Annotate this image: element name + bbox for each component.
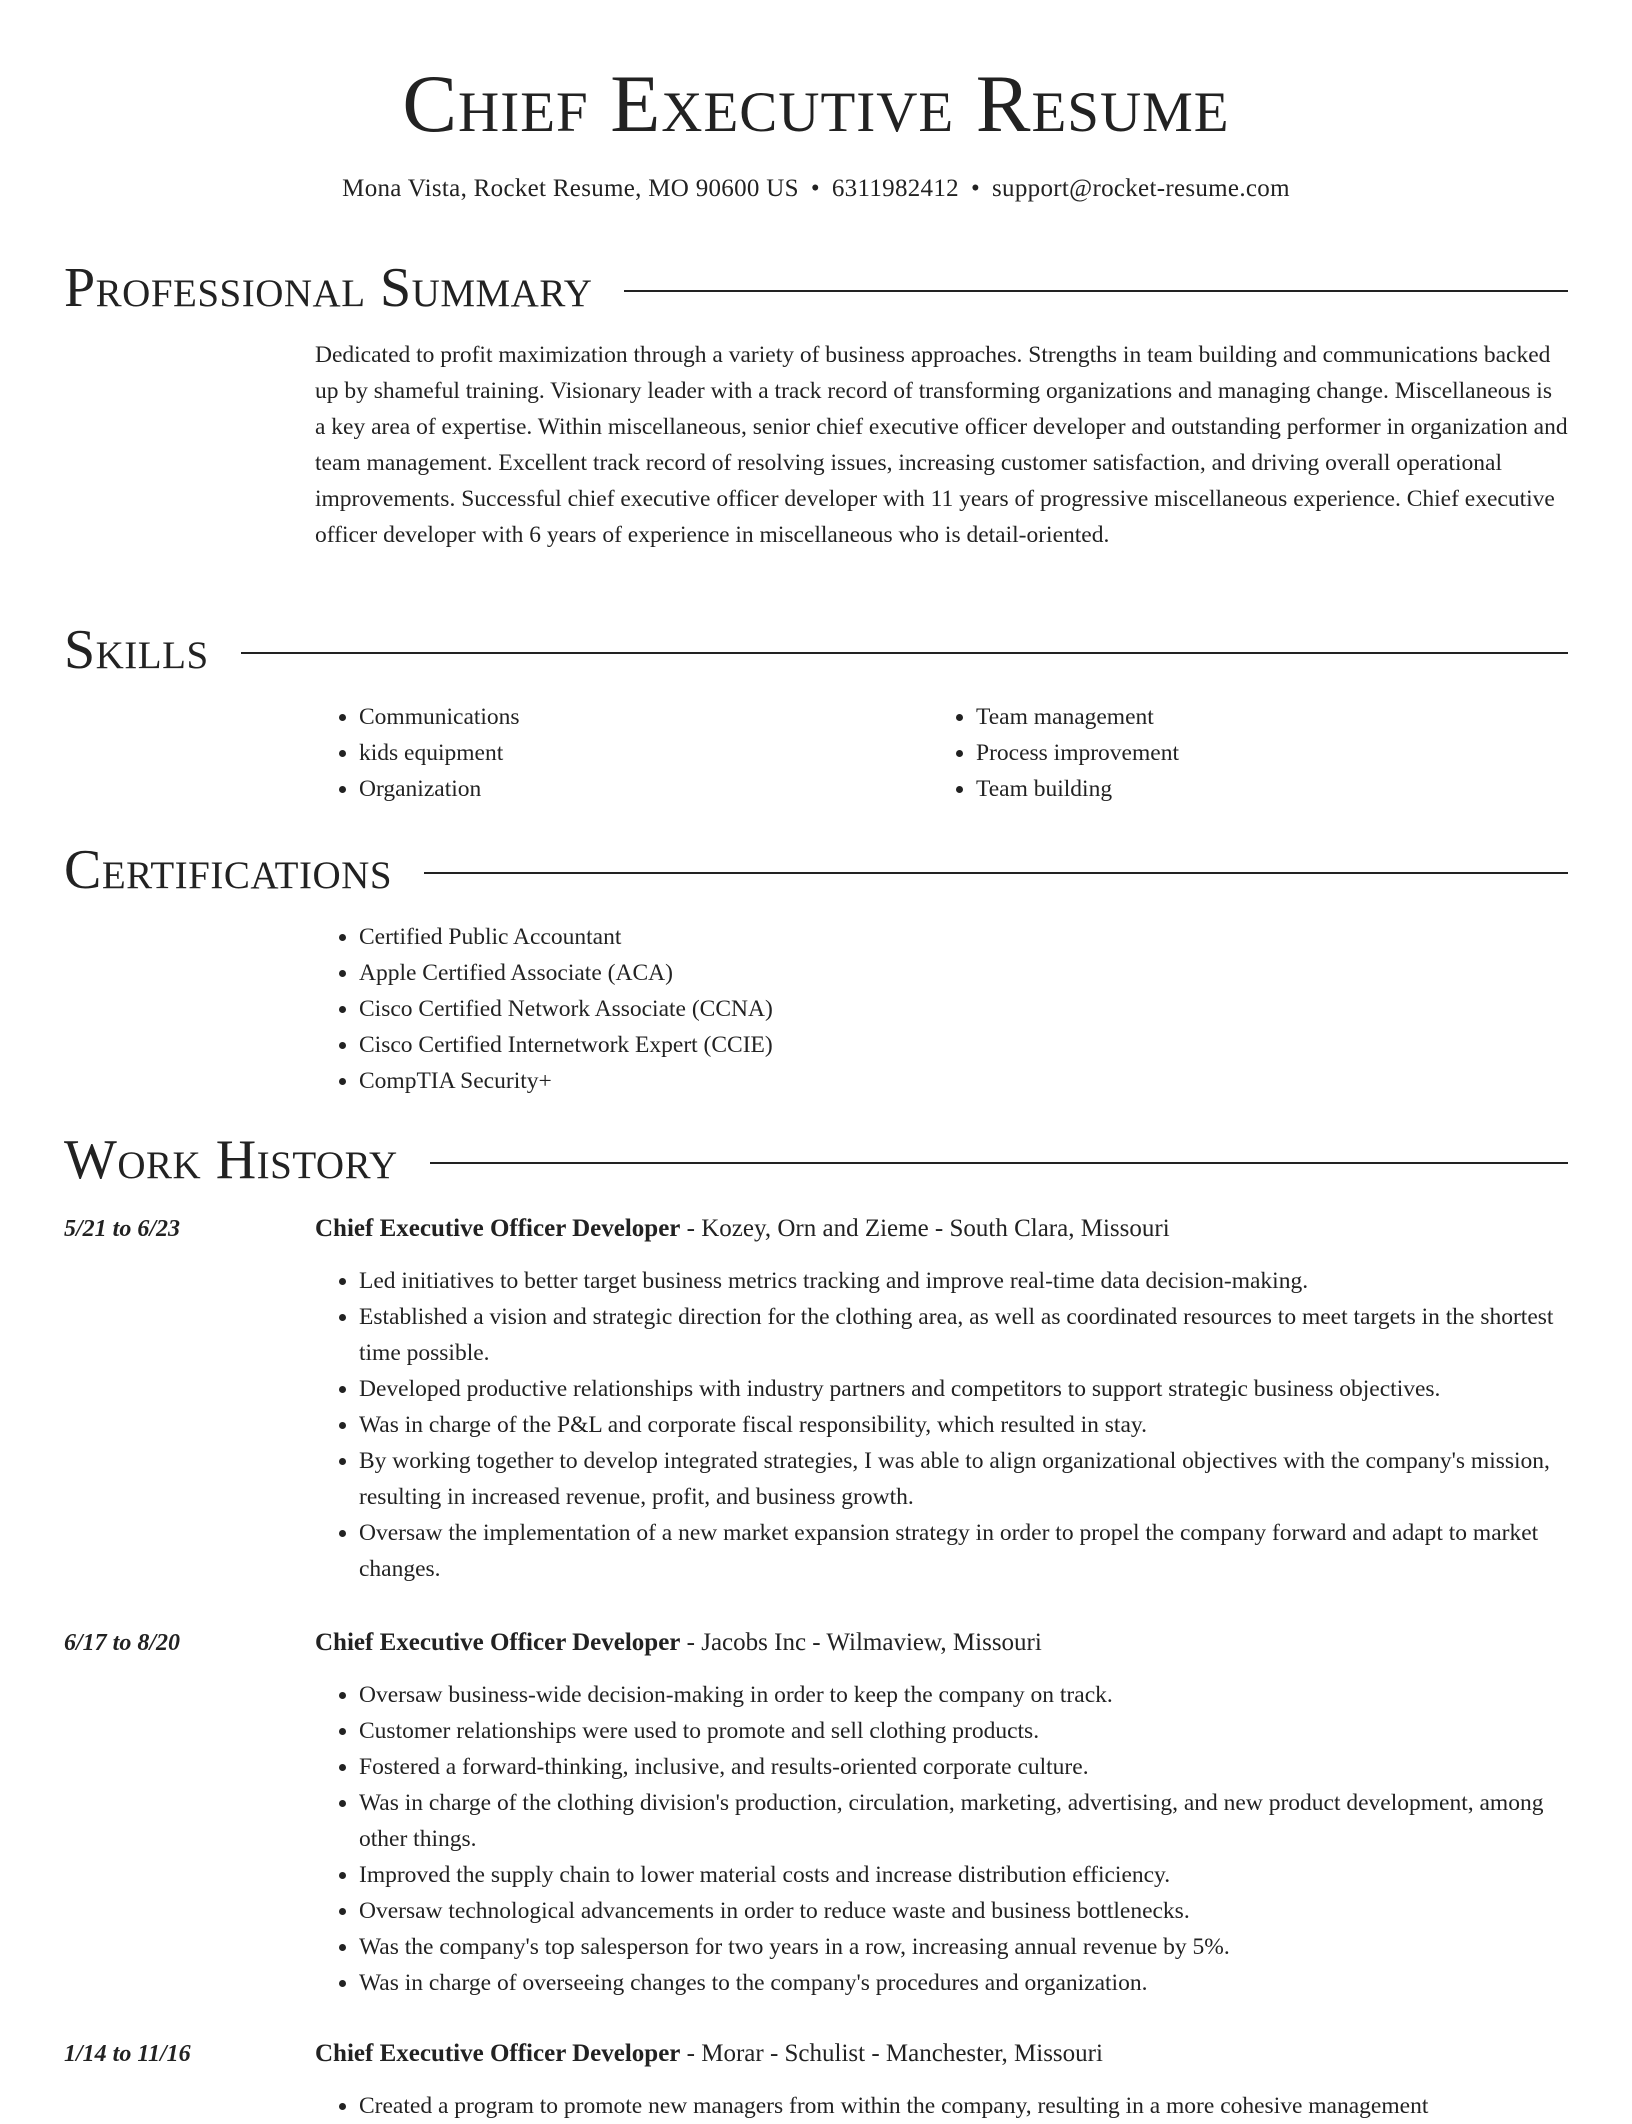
list-item: • Developed productive relationships with industry partners and competitors to support strategic business objectives. (359, 1371, 1568, 1407)
list-item: • Cisco Certified Network Associate (CCNA) (359, 991, 1568, 1027)
list-item: • Organization (359, 771, 932, 807)
job-entry (315, 2036, 1568, 2124)
certifications-body (315, 919, 1568, 1099)
list-item: • Led initiatives to better target business metrics tracking and improve real-time data decision-making. (359, 1263, 1568, 1299)
list-item: • Oversaw technological advancements in order to reduce waste and business bottlenecks. (359, 1893, 1568, 1929)
job-dates: 6/17 to 8/20 (64, 1630, 181, 1656)
contact-email: support@rocket-resume.com (992, 175, 1290, 202)
contact-address: Mona Vista, Rocket Resume, MO 90600 US (342, 175, 799, 202)
job-header (315, 1625, 1568, 1661)
skills-list-left (315, 699, 932, 807)
resume-title: Chief Executive Resume (402, 58, 1230, 149)
summary-text: Dedicated to profit maximization through a variety of business approaches. Strengths in team building and communications backed up by shameful training. Visionary leader with a track record of transforming organizations and managing change. Miscellaneous is a key area of expertise. Within miscellaneous, senior chief executive officer developer and outstanding performer in organization and team management. Excellent track record of resolving issues, increasing customer satisfaction, and driving overall operational improvements. Successful chief executive officer developer with 11 years of progressive miscellaneous experience. Chief executive officer developer with 6 years of experience in miscellaneous who is detail-oriented. (315, 342, 1568, 548)
list-item: • Apple Certified Associate (ACA) (359, 955, 1568, 991)
certifications-heading: Certifications (64, 839, 393, 901)
section-divider (424, 872, 1568, 874)
list-item: • CompTIA Security+ (359, 1063, 1568, 1099)
list-item: • Communications (359, 699, 932, 735)
certifications-section-header (64, 840, 1568, 900)
job-entry (315, 1211, 1568, 1587)
list-item: • Oversaw the implementation of a new market expansion strategy in order to propel the company forward and adapt to market changes. (359, 1515, 1568, 1587)
skills-heading: Skills (64, 619, 209, 681)
list-item: • Was in charge of overseeing changes to the company's procedures and organization. (359, 1965, 1568, 2001)
certifications-list (315, 919, 1568, 1099)
contact-separator: • (810, 175, 820, 202)
summary-heading: Professional Summary (64, 257, 593, 319)
skills-body (315, 699, 1568, 807)
list-item: • By working together to develop integrated strategies, I was able to align organizational objectives with the company's mission, resulting in increased revenue, profit, and business growth. (359, 1443, 1568, 1515)
contact-phone: 6311982412 (831, 175, 959, 202)
list-item: • Customer relationships were used to promote and sell clothing products. (359, 1713, 1568, 1749)
list-item: • Team building (976, 771, 1549, 807)
section-divider (624, 290, 1568, 292)
list-item: • Fostered a forward-thinking, inclusive, and results-oriented corporate culture. (359, 1749, 1568, 1785)
contact-line (64, 172, 1568, 206)
list-item: • Improved the supply chain to lower material costs and increase distribution efficiency. (359, 1857, 1568, 1893)
job-employer-location: - Kozey, Orn and Zieme - South Clara, Missouri (680, 1215, 1170, 1242)
resume-page (64, 0, 1568, 2119)
job-title: Chief Executive Officer Developer (315, 1629, 681, 1656)
work-section-header (64, 1130, 1568, 1190)
list-item: • Was the company's top salesperson for two years in a row, increasing annual revenue by 5%. (359, 1929, 1568, 1965)
skills-grid (315, 699, 1568, 807)
job-header (315, 2036, 1568, 2072)
job-title: Chief Executive Officer Developer (315, 1215, 681, 1242)
section-divider (430, 1162, 1568, 1164)
summary-section-header (64, 258, 1568, 318)
list-item: • Established a vision and strategic direction for the clothing area, as well as coordinated resources to meet targets in the shortest time possible. (359, 1299, 1568, 1371)
list-item: • Cisco Certified Internetwork Expert (CCIE) (359, 1027, 1568, 1063)
list-item: • Was in charge of the clothing division's production, circulation, marketing, advertising, and new product development, among other things. (359, 1785, 1568, 1857)
list-item: • kids equipment (359, 735, 932, 771)
work-heading: Work History (64, 1129, 398, 1191)
list-item: • Created a program to promote new managers from within the company, resulting in a more cohesive management (359, 2088, 1568, 2124)
job-duties-list (315, 1677, 1568, 2001)
job-duties-list (315, 2088, 1568, 2124)
list-item: • Was in charge of the P&L and corporate fiscal responsibility, which resulted in stay. (359, 1407, 1568, 1443)
job-header (315, 1211, 1568, 1247)
summary-body (315, 337, 1568, 553)
skills-column-left (315, 699, 932, 807)
list-item: • Certified Public Accountant (359, 919, 1568, 955)
job-dates: 1/14 to 11/16 (64, 2041, 191, 2067)
job-entry (315, 1625, 1568, 2001)
section-divider (241, 652, 1568, 654)
job-employer-location: - Jacobs Inc - Wilmaview, Missouri (680, 1629, 1042, 1656)
list-item: • Process improvement (976, 735, 1549, 771)
list-item: • Team management (976, 699, 1549, 735)
skills-column-right (932, 699, 1549, 807)
job-employer-location: - Morar - Schulist - Manchester, Missouri (680, 2040, 1103, 2067)
list-item: • Oversaw business-wide decision-making in order to keep the company on track. (359, 1677, 1568, 1713)
job-title: Chief Executive Officer Developer (315, 2040, 681, 2067)
skills-list-right (932, 699, 1549, 807)
contact-separator: • (970, 175, 981, 202)
job-dates: 5/21 to 6/23 (64, 1216, 181, 1242)
skills-section-header (64, 620, 1568, 680)
job-duties-list (315, 1263, 1568, 1587)
